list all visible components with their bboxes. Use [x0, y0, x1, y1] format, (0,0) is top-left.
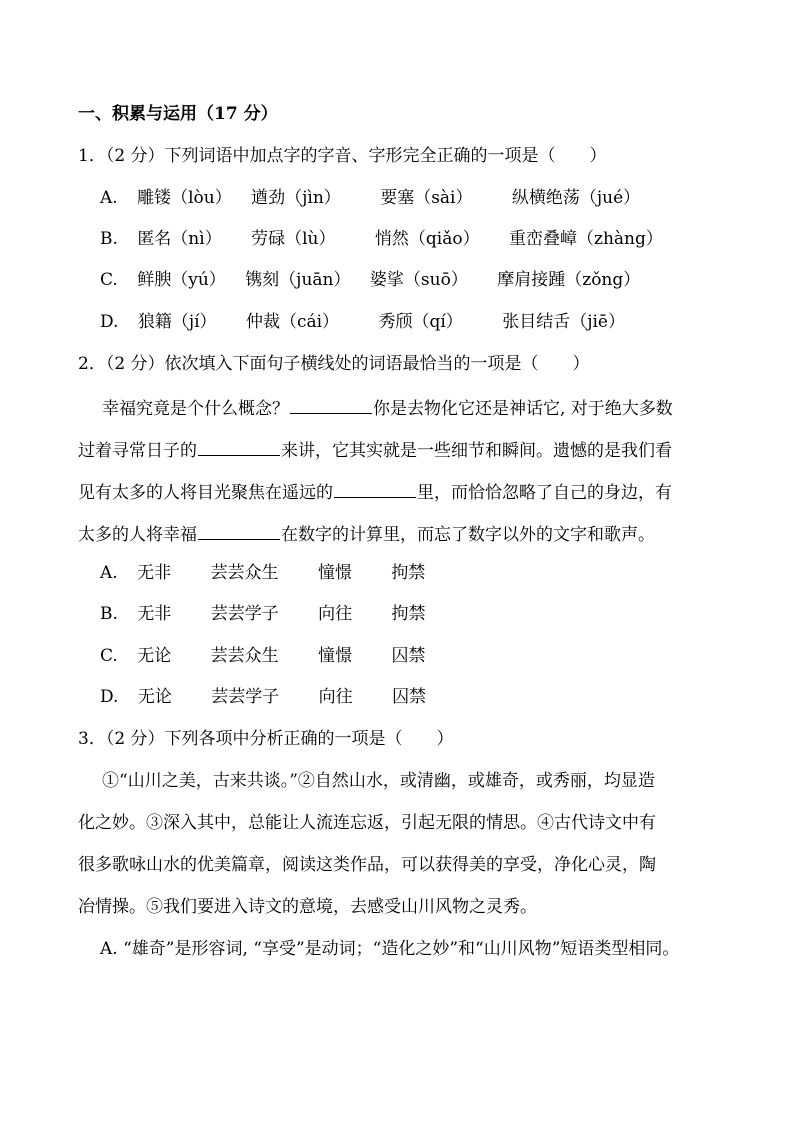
option-word: 囚禁	[392, 687, 427, 707]
option-word: 镌刻（juān）	[245, 270, 351, 290]
passage-text: 幸福究竟是个什么概念？	[102, 399, 289, 419]
q2-passage-line	[102, 398, 673, 418]
q1-option-d[interactable]	[100, 314, 625, 331]
option-word: 秀颀（qí）	[378, 312, 463, 332]
option-word: 无论	[137, 687, 172, 707]
passage-text: 太多的人将幸福	[78, 525, 197, 545]
q3-passage-line: 冶情操。⑤我们要进入诗文的意境，去感受山川风物之灵秀。	[78, 897, 537, 917]
option-word: 仲裁（cái）	[245, 312, 340, 332]
question-3-stem: 3．（2 分）下列各项中分析正确的一项是（ ）	[78, 729, 454, 749]
option-letter: A.	[100, 188, 118, 208]
question-1-stem: 1．（2 分）下列词语中加点字的字音、字形完全正确的一项是（ ）	[78, 146, 607, 166]
option-letter: B.	[100, 229, 118, 249]
option-word: 婆挲（suō）	[369, 270, 468, 290]
q3-passage-line: 很多歌咏山水的优美篇章，阅读这类作品，可以获得美的享受，净化心灵，陶	[78, 855, 656, 875]
q3-passage-line: 化之妙。③深入其中，总能让人流连忘返，引起无限的情思。④古代诗文中有	[78, 813, 656, 833]
q2-option-a[interactable]	[100, 565, 425, 582]
passage-text: 来讲，它其实就是一些细节和瞬间。遗憾的是我们看	[281, 441, 672, 461]
q1-option-b[interactable]	[100, 231, 663, 248]
fill-blank	[334, 482, 416, 498]
option-word: 憧憬	[317, 563, 352, 583]
option-letter: A.	[100, 563, 118, 583]
q1-option-c[interactable]	[100, 272, 640, 289]
section-title: 一、积累与运用（17 分）	[78, 104, 278, 124]
option-word: 拘禁	[391, 604, 426, 624]
option-letter: C.	[100, 270, 118, 290]
option-word: 重峦叠嶂（zhàng）	[509, 229, 663, 249]
option-word: 无非	[137, 563, 172, 583]
q3-passage-line: ①“山川之美，古来共谈。”②自然山水，或清幽，或雄奇，或秀丽，均显造	[102, 771, 655, 791]
q2-passage-line	[78, 482, 672, 502]
option-word: 向往	[318, 604, 353, 624]
option-word: 憧憬	[318, 646, 353, 666]
q2-option-c[interactable]	[100, 648, 425, 665]
option-word: 无论	[137, 646, 172, 666]
option-word: 匿名（nì）	[137, 229, 222, 249]
option-word: 向往	[318, 687, 353, 707]
passage-text: 过着寻常日子的	[78, 441, 197, 461]
option-word: 要塞（sài）	[380, 188, 473, 208]
passage-text: 在数字的计算里，而忘了数字以外的文字和歌声。	[281, 525, 655, 545]
option-word: 无非	[137, 604, 172, 624]
q1-option-a[interactable]	[100, 190, 640, 207]
option-letter: D.	[100, 312, 119, 332]
question-2-stem: 2．（2 分）依次填入下面句子横线处的词语最恰当的一项是（ ）	[78, 354, 590, 374]
option-word: 张目结舌（jiē）	[502, 312, 625, 332]
option-letter: D.	[100, 687, 119, 707]
option-letter: B.	[100, 604, 118, 624]
option-word: 鲜腴（yú）	[137, 270, 226, 290]
q2-option-b[interactable]	[100, 606, 426, 623]
fill-blank	[290, 398, 372, 414]
q2-passage-line	[78, 524, 655, 544]
option-word: 悄然（qiǎo）	[374, 229, 480, 249]
option-word: 芸芸学子	[211, 687, 280, 707]
fill-blank	[198, 440, 280, 456]
option-word: 纵横绝荡（jué）	[511, 188, 641, 208]
option-word: 拘禁	[391, 563, 426, 583]
option-word: 摩肩接踵（zǒng）	[497, 270, 641, 290]
option-word: 囚禁	[391, 646, 426, 666]
option-word: 遒劲（jìn）	[251, 188, 341, 208]
option-word: 狼籍（jí）	[137, 312, 217, 332]
q2-passage-line	[78, 440, 672, 460]
fill-blank	[198, 524, 280, 540]
option-letter: C.	[100, 646, 118, 666]
option-word: 芸芸学子	[210, 604, 279, 624]
passage-text: 你是去物化它还是神话它, 对于绝大多数	[373, 399, 673, 419]
option-word: 芸芸众生	[210, 563, 279, 583]
option-word: 雕镂（lòu）	[137, 188, 232, 208]
option-word: 劳碌（lù）	[251, 229, 336, 249]
passage-text: 里，而恰恰忽略了自己的身边，有	[417, 483, 672, 503]
option-word: 芸芸众生	[210, 646, 279, 666]
q2-option-d[interactable]	[100, 689, 426, 706]
passage-text: 见有太多的人将目光聚焦在遥远的	[78, 483, 333, 503]
q3-option-a[interactable]: A. “雄奇”是形容词, “享受”是动词；“造化之妙”和“山川风物”短语类型相同。	[100, 939, 680, 959]
